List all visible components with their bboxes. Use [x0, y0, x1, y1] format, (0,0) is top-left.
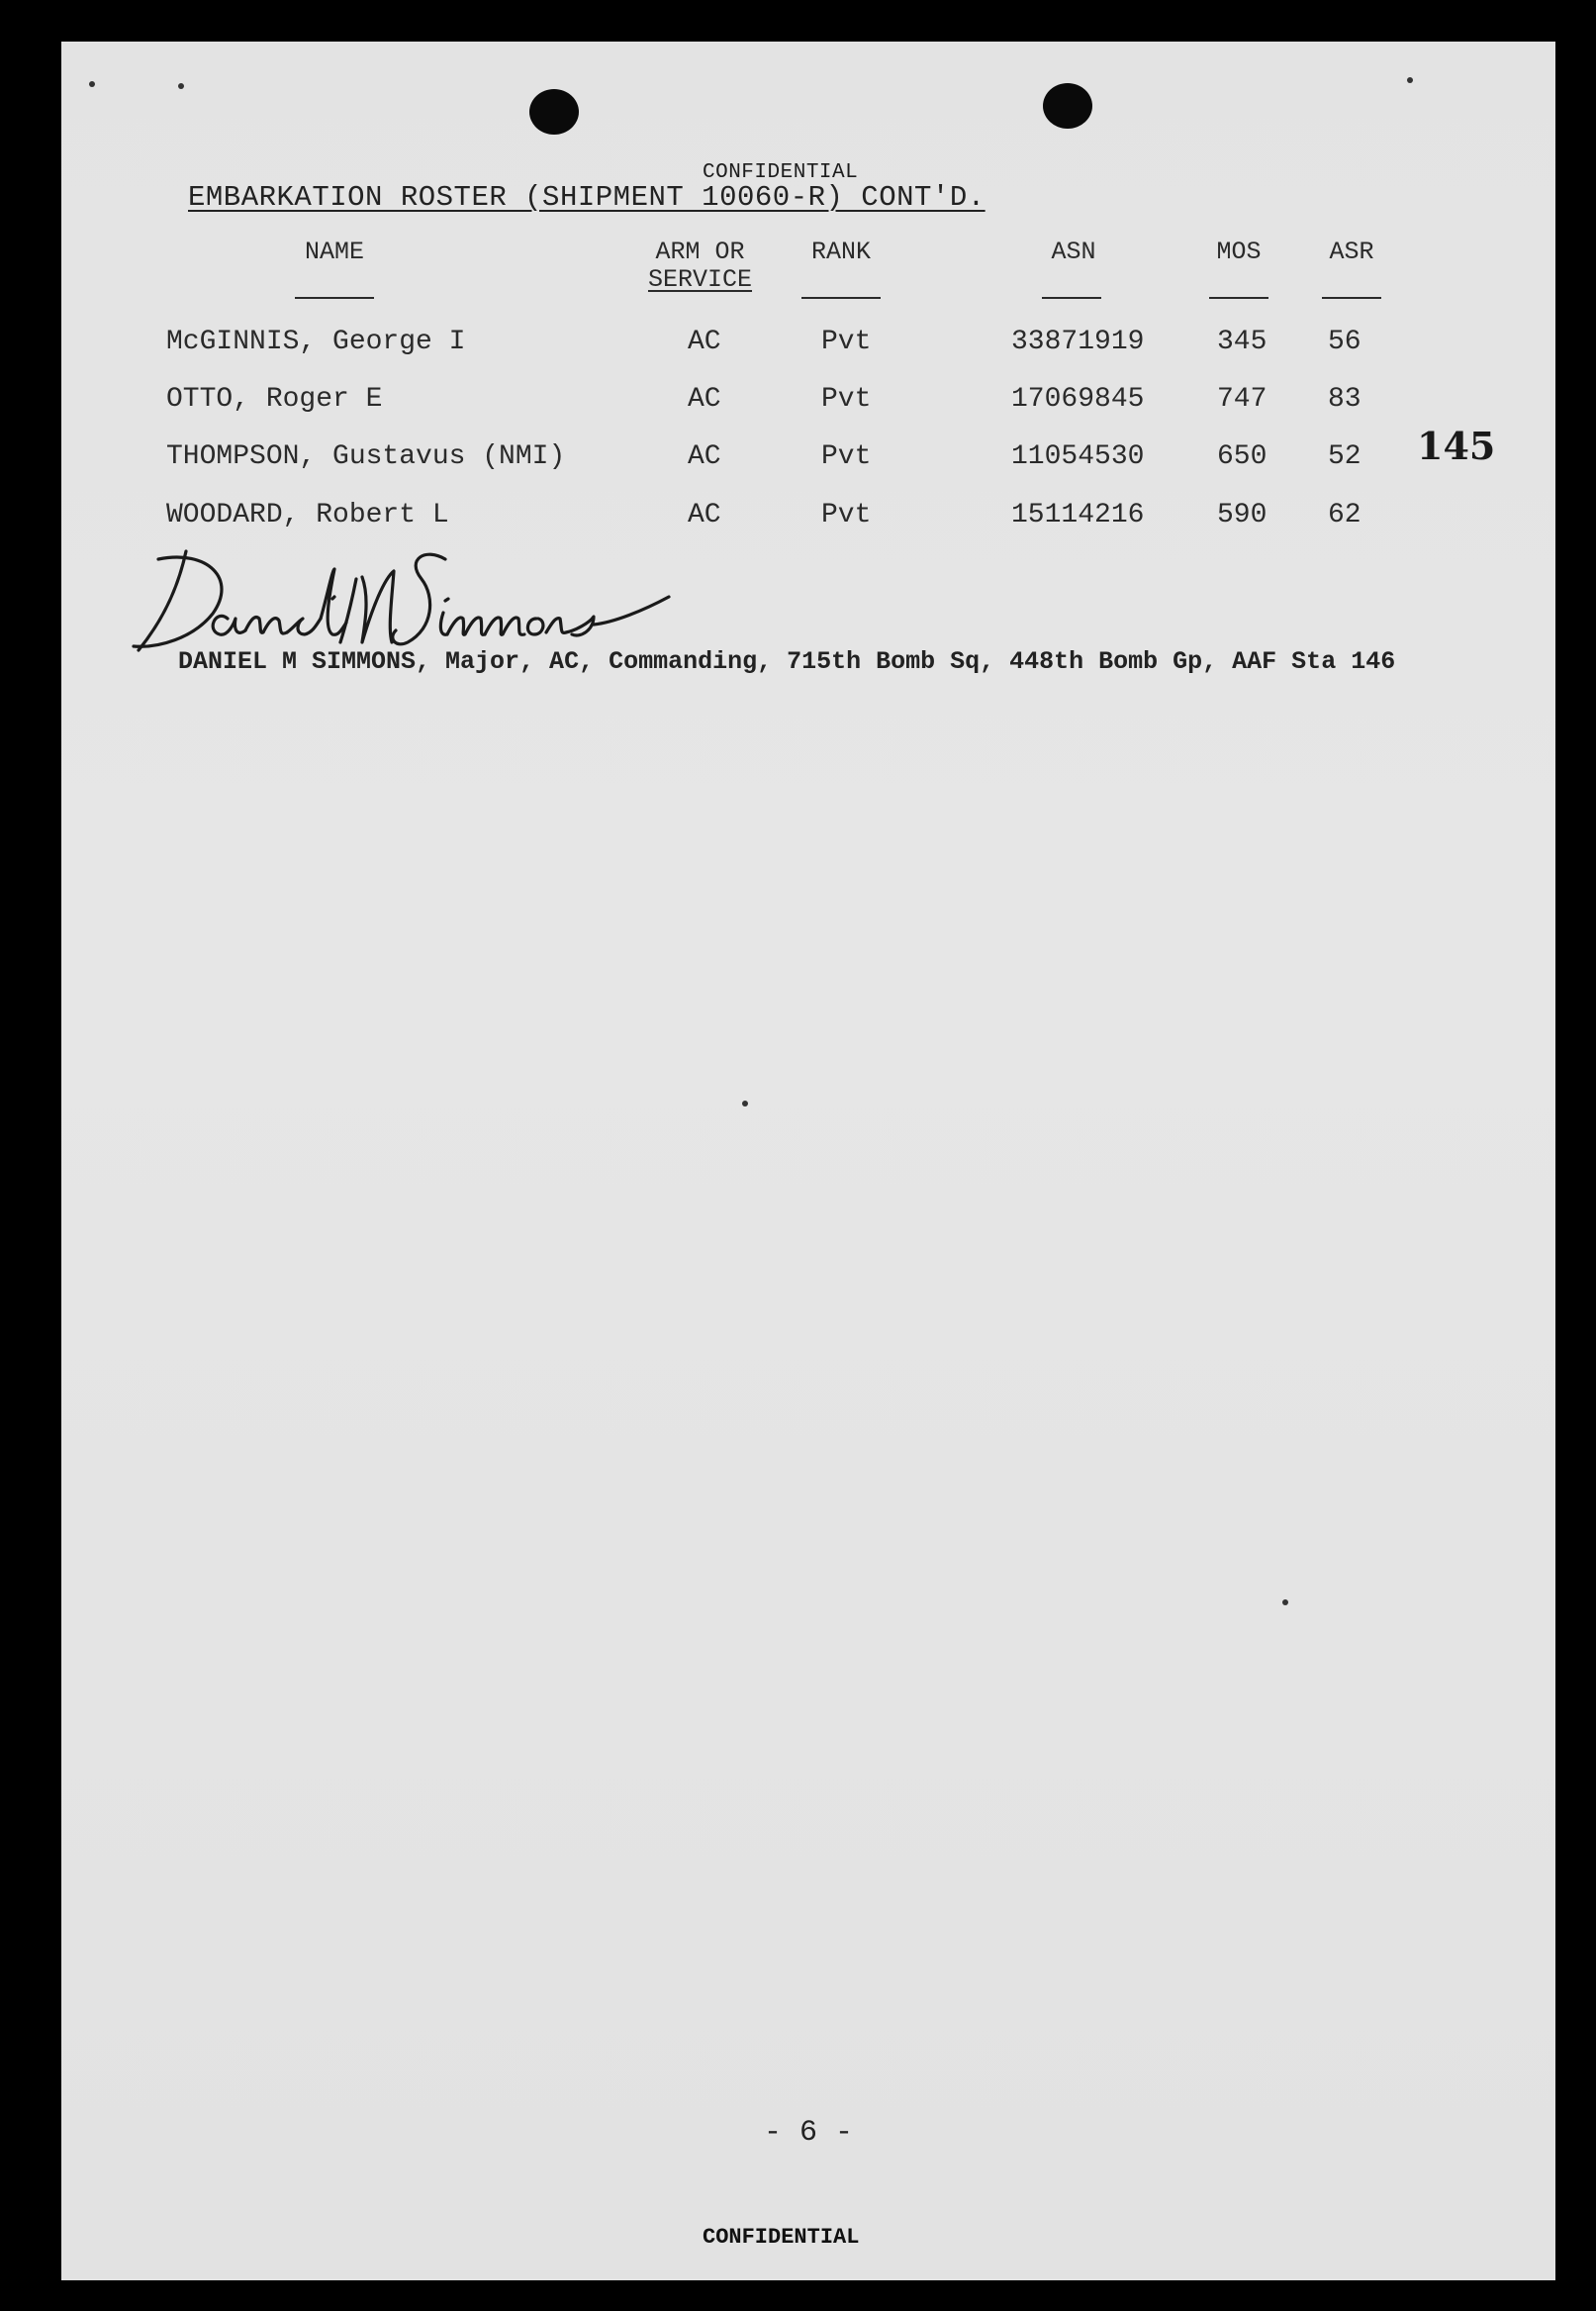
- stamp-number: 145: [1417, 424, 1496, 468]
- header-rule-asr: [1322, 297, 1381, 299]
- dust-speck: [178, 83, 184, 89]
- row-2-asn: 17069845: [1011, 384, 1145, 415]
- header-arm-line1: ARM OR: [655, 238, 745, 266]
- punch-hole-left: [529, 89, 579, 135]
- header-mos: MOS: [1216, 238, 1262, 266]
- row-2-rank: Pvt: [821, 384, 872, 415]
- document-page: [61, 42, 1555, 2280]
- header-name: NAME: [304, 238, 364, 266]
- classification-bottom: CONFIDENTIAL: [703, 2225, 860, 2250]
- header-asr: ASR: [1329, 238, 1374, 266]
- row-3-mos: 650: [1217, 441, 1267, 472]
- handwritten-signature: [129, 539, 683, 663]
- header-rule-mos: [1209, 297, 1268, 299]
- row-4-arm: AC: [688, 500, 721, 530]
- classification-top: CONFIDENTIAL: [703, 161, 859, 184]
- roster-title: EMBARKATION ROSTER (SHIPMENT 10060-R) CONT'D.: [188, 181, 986, 214]
- page-number: - 6 -: [764, 2116, 854, 2150]
- row-2-name: OTTO, Roger E: [166, 384, 383, 415]
- header-arm-line2: SERVICE: [647, 265, 753, 294]
- row-3-name: THOMPSON, Gustavus (NMI): [166, 441, 566, 472]
- row-1-arm: AC: [688, 327, 721, 357]
- row-3-rank: Pvt: [821, 441, 872, 472]
- row-1-mos: 345: [1217, 327, 1267, 357]
- signature-block: DANIEL M SIMMONS, Major, AC, Commanding, 715th Bomb Sq, 448th Bomb Gp, AAF Sta 146: [178, 647, 1396, 676]
- header-asn: ASN: [1051, 238, 1096, 266]
- header-rule-rank: [801, 297, 881, 299]
- row-1-asr: 56: [1328, 327, 1361, 357]
- header-rank: RANK: [810, 238, 871, 266]
- row-4-name: WOODARD, Robert L: [166, 500, 449, 530]
- row-3-arm: AC: [688, 441, 721, 472]
- row-3-asn: 11054530: [1011, 441, 1145, 472]
- dust-speck: [1407, 77, 1413, 83]
- row-4-asn: 15114216: [1011, 500, 1145, 530]
- row-2-asr: 83: [1328, 384, 1361, 415]
- dust-speck: [1282, 1599, 1288, 1605]
- row-4-asr: 62: [1328, 500, 1361, 530]
- row-1-asn: 33871919: [1011, 327, 1145, 357]
- row-2-mos: 747: [1217, 384, 1267, 415]
- row-2-arm: AC: [688, 384, 721, 415]
- row-1-name: McGINNIS, George I: [166, 327, 466, 357]
- header-rule-asn: [1042, 297, 1101, 299]
- row-1-rank: Pvt: [821, 327, 872, 357]
- dust-speck: [89, 81, 95, 87]
- dust-speck: [742, 1101, 748, 1107]
- header-rule-name: [295, 297, 374, 299]
- row-4-rank: Pvt: [821, 500, 872, 530]
- punch-hole-right: [1043, 83, 1092, 129]
- row-4-mos: 590: [1217, 500, 1267, 530]
- row-3-asr: 52: [1328, 441, 1361, 472]
